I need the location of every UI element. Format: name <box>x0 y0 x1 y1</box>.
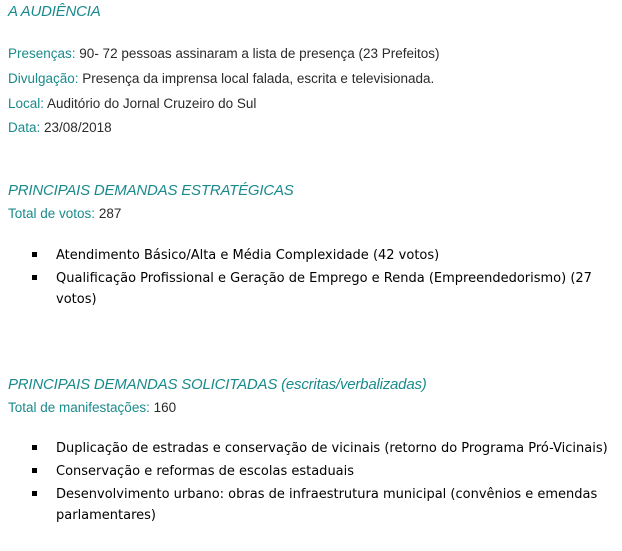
list-item <box>32 268 617 310</box>
local-label: Local: <box>8 96 45 111</box>
solicitadas-heading: PRINCIPAIS DEMANDAS SOLICITADAS (escritas/verbalizadas) <box>8 376 427 393</box>
total-votos-line <box>8 206 121 221</box>
estrategicas-heading: PRINCIPAIS DEMANDAS ESTRATÉGICAS <box>8 182 294 199</box>
list-item-text: Conservação e reformas de escolas estaduais <box>56 464 355 479</box>
divulgacao-label: Divulgação: <box>8 71 79 86</box>
local-line <box>8 96 256 111</box>
bullet-icon <box>32 275 37 280</box>
total-votos-value: 287 <box>95 206 122 221</box>
list-item <box>32 461 617 482</box>
list-item <box>32 245 617 266</box>
list-item-text: Qualificação Profissional e Geração de Emprego e Renda (Empreendedorismo) (27 votos) <box>56 271 592 307</box>
data-value: 23/08/2018 <box>40 120 112 135</box>
data-label: Data: <box>8 120 41 135</box>
presencas-value: 90- 72 pessoas assinaram a lista de presença (23 Prefeitos) <box>75 46 440 61</box>
total-manifestacoes-line <box>8 400 176 415</box>
presencas-line <box>8 46 440 61</box>
list-item-text: Atendimento Básico/Alta e Média Complexidade (42 votos) <box>56 248 440 263</box>
list-item-text: Desenvolvimento urbano: obras de infraestrutura municipal (convênios e emendas parlamentares) <box>56 487 598 523</box>
total-manifestacoes-label: Total de manifestações: <box>8 400 150 415</box>
data-line <box>8 120 112 135</box>
bullet-icon <box>32 445 37 450</box>
total-manifestacoes-value: 160 <box>149 400 177 415</box>
list-item <box>32 484 617 526</box>
bullet-icon <box>32 491 37 496</box>
list-item <box>32 438 617 459</box>
bullet-icon <box>32 252 37 257</box>
estrategicas-list <box>32 245 617 312</box>
list-item-text: Duplicação de estradas e conservação de vicinais (retorno do Programa Pró-Vicinais) <box>56 441 608 456</box>
audiencia-heading: A AUDIÊNCIA <box>8 3 101 20</box>
presencas-label: Presenças: <box>8 46 76 61</box>
solicitadas-list <box>32 438 617 528</box>
divulgacao-line <box>8 71 434 86</box>
bullet-icon <box>32 468 37 473</box>
total-votos-label: Total de votos: <box>8 206 96 221</box>
divulgacao-value: Presença da imprensa local falada, escrita e televisionada. <box>78 71 435 86</box>
local-value: Auditório do Jornal Cruzeiro do Sul <box>44 96 257 111</box>
